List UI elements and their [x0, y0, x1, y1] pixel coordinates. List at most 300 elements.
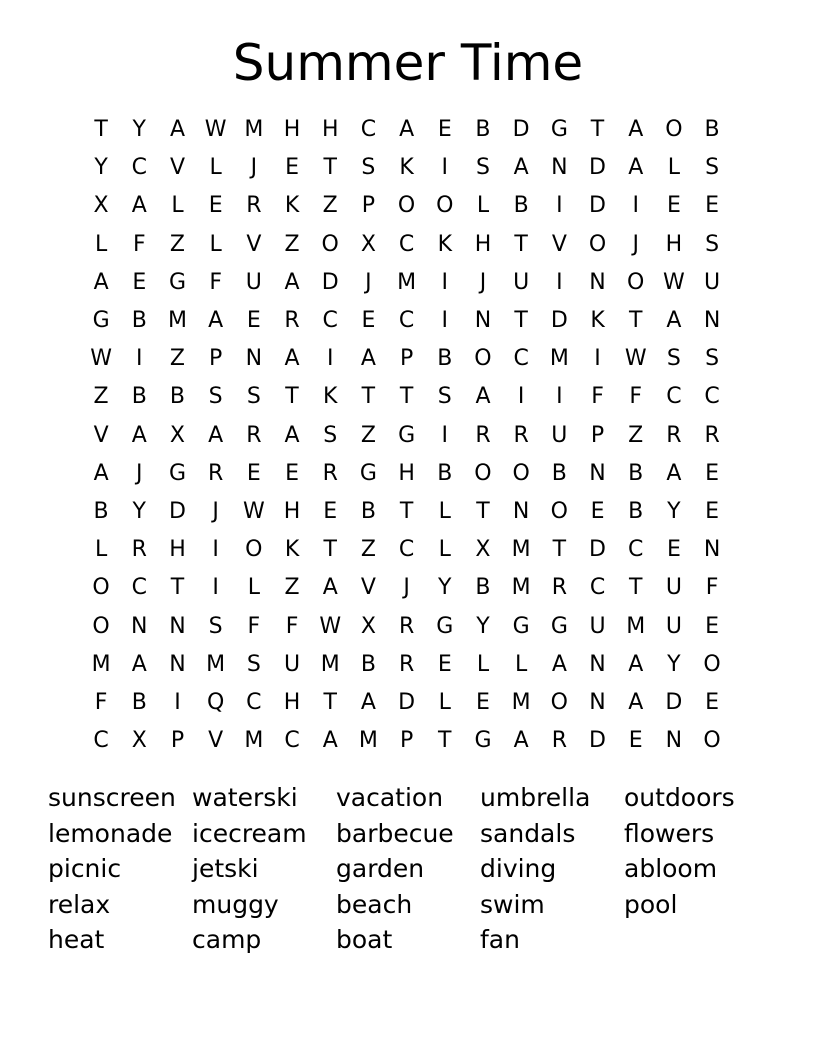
grid-letter: T — [323, 537, 337, 563]
grid-letter: I — [517, 384, 525, 410]
grid-letter: R — [513, 422, 529, 448]
grid-letter: U — [513, 269, 530, 295]
grid-letter: E — [285, 155, 299, 181]
grid-letter: A — [284, 422, 300, 448]
grid-letter: T — [323, 155, 337, 181]
grid-letter: A — [628, 155, 644, 181]
grid-letter: O — [321, 231, 339, 257]
grid-letter: A — [208, 308, 224, 334]
grid-letter: O — [512, 460, 530, 486]
grid-letter: F — [209, 269, 222, 295]
grid-letter: M — [358, 728, 378, 754]
grid-letter: V — [360, 575, 376, 601]
grid-row — [82, 722, 732, 760]
grid-letter: P — [590, 422, 605, 448]
grid-letter: N — [589, 269, 606, 295]
grid-letter: M — [397, 269, 417, 295]
grid-letter: P — [170, 728, 185, 754]
grid-letter: B — [513, 193, 529, 219]
grid-letter: E — [590, 498, 605, 524]
grid-letter: N — [665, 728, 683, 754]
grid-letter: N — [589, 689, 606, 715]
grid-letter: H — [665, 231, 683, 257]
grid-letter: J — [365, 269, 372, 295]
grid-letter: S — [705, 231, 720, 257]
grid-letter: Z — [284, 231, 300, 257]
grid-letter: A — [513, 728, 529, 754]
grid-letter: K — [437, 231, 452, 257]
grid-letter: E — [705, 498, 720, 524]
grid-letter: U — [551, 422, 568, 448]
grid-row — [82, 531, 732, 569]
grid-letter: E — [246, 460, 261, 486]
grid-letter: E — [323, 498, 338, 524]
grid-letter: T — [628, 575, 643, 601]
grid-letter: C — [322, 308, 338, 334]
grid-letter: R — [246, 422, 262, 448]
grid-letter: A — [360, 346, 376, 372]
grid-letter: R — [475, 422, 491, 448]
grid-letter: I — [632, 193, 639, 219]
grid-letter: D — [589, 728, 606, 754]
grid-letter: A — [399, 117, 415, 143]
grid-letter: I — [212, 537, 219, 563]
grid-letter: M — [320, 651, 340, 677]
grid-letter: G — [92, 308, 110, 334]
grid-letter: H — [283, 689, 301, 715]
grid-letter: E — [285, 460, 299, 486]
grid-letter: B — [475, 575, 491, 601]
grid-row — [82, 417, 732, 455]
grid-letter: B — [551, 460, 567, 486]
grid-letter: Y — [667, 651, 681, 677]
grid-letter: C — [246, 689, 262, 715]
grid-letter: W — [90, 346, 112, 372]
grid-letter: D — [589, 193, 606, 219]
grid-letter: D — [398, 689, 416, 715]
grid-letter: N — [703, 308, 721, 334]
grid-letter: V — [208, 728, 224, 754]
grid-letter: C — [398, 537, 415, 563]
grid-letter: B — [360, 498, 376, 524]
grid-letter: C — [628, 537, 644, 563]
grid-letter: N — [589, 460, 606, 486]
grid-letter: C — [131, 155, 147, 181]
grid-letter: O — [474, 460, 492, 486]
grid-letter: H — [398, 460, 415, 486]
grid-letter: V — [246, 231, 262, 257]
grid-letter: R — [246, 193, 262, 219]
grid-letter: C — [666, 384, 682, 410]
word-list-item: heat — [48, 925, 105, 954]
grid-letter: L — [209, 231, 222, 257]
grid-letter: B — [628, 498, 644, 524]
grid-letter: L — [209, 155, 222, 181]
grid-letter: O — [550, 498, 568, 524]
grid-letter: E — [705, 689, 720, 715]
grid-letter: E — [666, 537, 681, 563]
grid-letter: C — [284, 728, 300, 754]
grid-letter: B — [131, 308, 147, 334]
grid-letter: D — [321, 269, 339, 295]
grid-letter: A — [284, 269, 300, 295]
grid-letter: S — [208, 613, 223, 639]
grid-letter: E — [666, 193, 681, 219]
grid-letter: C — [398, 308, 415, 334]
grid-letter: M — [244, 117, 264, 143]
grid-letter: F — [247, 613, 261, 639]
word-list-item: picnic — [48, 854, 122, 883]
grid-letter: B — [437, 346, 453, 372]
grid-letter: K — [399, 155, 414, 181]
grid-letter: W — [663, 269, 685, 295]
grid-letter: R — [398, 613, 415, 639]
grid-letter: W — [204, 117, 227, 143]
word-list-item: barbecue — [336, 818, 454, 848]
grid-letter: I — [136, 346, 143, 372]
grid-row — [82, 684, 732, 722]
grid-letter: R — [208, 460, 224, 486]
grid-letter: A — [93, 460, 109, 486]
grid-letter: C — [360, 117, 377, 143]
grid-letter: J — [136, 460, 143, 486]
grid-row — [82, 607, 732, 645]
grid-letter: B — [169, 384, 186, 410]
word-list-item: fan — [480, 925, 520, 954]
word-list-item: swim — [480, 889, 545, 919]
grid-letter: U — [245, 269, 262, 295]
grid-letter: N — [474, 308, 492, 334]
grid-letter: R — [398, 651, 415, 677]
grid-row — [82, 264, 732, 302]
grid-letter: X — [360, 231, 376, 257]
grid-row — [82, 340, 732, 378]
grid-letter: D — [168, 498, 186, 524]
grid-letter: K — [323, 384, 338, 410]
grid-letter: A — [208, 422, 224, 448]
grid-letter: M — [244, 728, 264, 754]
grid-letter: B — [475, 117, 491, 143]
grid-letter: S — [246, 651, 261, 677]
grid-letter: R — [551, 575, 567, 601]
grid-letter: T — [552, 537, 567, 563]
word-list-item: outdoors — [624, 783, 735, 812]
grid-letter: E — [705, 613, 720, 639]
grid-letter: P — [399, 346, 414, 372]
grid-letter: C — [704, 384, 720, 410]
grid-letter: X — [93, 193, 109, 219]
grid-letter: Q — [206, 689, 225, 715]
grid-letter: E — [628, 728, 643, 754]
grid-letter: N — [169, 613, 186, 639]
grid-letter: Y — [667, 498, 681, 524]
grid-letter: A — [628, 689, 644, 715]
word-list-item: sunscreen — [48, 783, 176, 812]
word-list-item: beach — [336, 889, 413, 919]
grid-letter: Z — [169, 346, 185, 372]
grid-letter: V — [551, 231, 567, 257]
word-list-item: relax — [48, 889, 111, 919]
grid-letter: K — [590, 308, 605, 334]
grid-letter: D — [665, 689, 683, 715]
grid-row — [82, 378, 732, 416]
grid-letter: P — [399, 728, 414, 754]
grid-letter: Z — [360, 537, 376, 563]
grid-letter: L — [476, 193, 490, 219]
grid-letter: U — [589, 613, 606, 639]
grid-letter: O — [397, 193, 416, 219]
grid-letter: T — [514, 231, 528, 257]
word-list — [48, 780, 768, 958]
grid-letter: Z — [360, 422, 376, 448]
grid-letter: W — [624, 346, 647, 372]
grid-letter: O — [550, 689, 568, 715]
grid-letter: S — [323, 422, 338, 448]
grid-letter: Y — [94, 155, 108, 181]
grid-letter: L — [438, 498, 451, 524]
grid-row — [82, 302, 732, 340]
grid-letter: H — [283, 117, 301, 143]
grid-letter: S — [246, 384, 261, 410]
word-list-item: diving — [480, 854, 557, 883]
grid-letter: L — [438, 689, 451, 715]
grid-letter: E — [476, 689, 490, 715]
grid-letter: V — [93, 422, 109, 448]
grid-letter: L — [94, 231, 108, 257]
grid-letter: S — [208, 384, 223, 410]
grid-letter: L — [515, 651, 528, 677]
grid-letter: V — [169, 155, 185, 181]
grid-letter: Y — [476, 613, 490, 639]
grid-letter: G — [168, 460, 186, 486]
grid-letter: I — [556, 384, 563, 410]
page-title: Summer Time — [232, 34, 584, 92]
word-list-item: vacation — [336, 783, 444, 812]
grid-letter: G — [474, 728, 492, 754]
grid-letter: Z — [93, 384, 109, 410]
grid-letter: H — [474, 231, 492, 257]
grid-letter: A — [131, 651, 147, 677]
grid-letter: C — [398, 231, 415, 257]
grid-letter: J — [250, 155, 258, 181]
word-list-item: camp — [192, 925, 262, 954]
word-list-item: waterski — [192, 783, 298, 812]
grid-letter: Y — [132, 498, 146, 524]
word-search-grid — [82, 111, 732, 760]
grid-letter: K — [284, 537, 300, 563]
grid-letter: O — [703, 728, 721, 754]
grid-letter: A — [475, 384, 491, 410]
grid-letter: E — [208, 193, 223, 219]
grid-letter: I — [441, 269, 449, 295]
grid-letter: O — [588, 231, 607, 257]
grid-letter: M — [91, 651, 111, 677]
grid-row — [82, 111, 732, 149]
word-list-item: lemonade — [48, 818, 173, 848]
grid-letter: M — [511, 537, 531, 563]
grid-letter: F — [94, 689, 108, 715]
grid-letter: B — [704, 117, 720, 143]
grid-letter: R — [551, 728, 567, 754]
grid-letter: W — [242, 498, 265, 524]
grid-letter: A — [322, 728, 338, 754]
grid-letter: I — [212, 575, 219, 601]
grid-letter: E — [246, 308, 261, 334]
word-list-item: abloom — [624, 854, 718, 883]
grid-letter: L — [171, 193, 184, 219]
grid-letter: A — [551, 651, 567, 677]
grid-letter: A — [513, 155, 529, 181]
grid-letter: D — [512, 117, 530, 143]
grid-letter: N — [703, 537, 721, 563]
grid-letter: L — [476, 651, 490, 677]
grid-letter: P — [209, 346, 223, 372]
grid-letter: M — [206, 651, 226, 677]
grid-letter: H — [169, 537, 186, 563]
word-list-item: icecream — [192, 818, 307, 848]
grid-row — [82, 455, 732, 493]
grid-letter: C — [513, 346, 529, 372]
grid-letter: S — [437, 384, 452, 410]
grid-letter: S — [475, 155, 490, 181]
grid-letter: S — [705, 155, 720, 181]
grid-letter: N — [551, 155, 568, 181]
grid-letter: M — [549, 346, 569, 372]
word-list-item: pool — [624, 889, 678, 919]
grid-letter: B — [93, 498, 109, 524]
grid-letter: E — [437, 117, 452, 143]
grid-letter: U — [704, 269, 721, 295]
grid-letter: I — [556, 269, 563, 295]
grid-row — [82, 646, 732, 684]
grid-row — [82, 149, 732, 187]
grid-letter: A — [666, 460, 682, 486]
grid-letter: G — [359, 460, 377, 486]
grid-letter: J — [403, 575, 410, 601]
grid-letter: M — [511, 575, 531, 601]
grid-letter: E — [437, 651, 452, 677]
grid-letter: A — [628, 117, 644, 143]
grid-letter: A — [360, 689, 376, 715]
grid-letter: T — [170, 575, 185, 601]
grid-letter: G — [550, 117, 568, 143]
grid-letter: N — [589, 651, 606, 677]
grid-letter: R — [322, 460, 338, 486]
grid-letter: O — [92, 613, 110, 639]
grid-letter: N — [245, 346, 263, 372]
grid-row — [82, 569, 732, 607]
grid-letter: G — [512, 613, 530, 639]
grid-letter: O — [92, 575, 110, 601]
grid-letter: S — [361, 155, 376, 181]
grid-letter: Y — [438, 575, 452, 601]
grid-letter: A — [628, 651, 644, 677]
grid-letter: M — [167, 308, 187, 334]
grid-letter: B — [131, 689, 147, 715]
grid-letter: B — [360, 651, 376, 677]
grid-letter: I — [556, 193, 563, 219]
grid-letter: S — [666, 346, 681, 372]
grid-letter: E — [132, 269, 147, 295]
grid-letter: F — [705, 575, 719, 601]
grid-letter: G — [550, 613, 568, 639]
grid-letter: K — [284, 193, 300, 219]
grid-letter: D — [589, 537, 606, 563]
grid-letter: A — [284, 346, 300, 372]
grid-letter: X — [360, 613, 376, 639]
grid-letter: Z — [284, 575, 300, 601]
grid-letter: G — [168, 269, 186, 295]
grid-letter: L — [438, 537, 451, 563]
grid-letter: F — [132, 231, 146, 257]
grid-letter: F — [285, 613, 299, 639]
grid-letter: F — [629, 384, 643, 410]
grid-letter: A — [322, 575, 338, 601]
grid-row — [82, 493, 732, 531]
grid-letter: U — [665, 613, 682, 639]
grid-letter: N — [512, 498, 530, 524]
grid-letter: A — [131, 422, 147, 448]
grid-letter: R — [131, 537, 147, 563]
grid-letter: O — [627, 269, 645, 295]
grid-letter: R — [284, 308, 300, 334]
grid-letter: P — [361, 193, 376, 219]
grid-letter: I — [441, 155, 449, 181]
grid-letter: F — [591, 384, 604, 410]
grid-letter: A — [131, 193, 147, 219]
grid-letter: G — [398, 422, 416, 448]
grid-letter: I — [441, 308, 449, 334]
grid-letter: T — [590, 117, 605, 143]
grid-letter: J — [632, 231, 639, 257]
grid-letter: J — [479, 269, 487, 295]
grid-letter: Z — [322, 193, 338, 219]
grid-letter: Y — [132, 117, 146, 143]
grid-letter: E — [705, 193, 720, 219]
word-list-item: umbrella — [480, 783, 591, 812]
grid-letter: T — [399, 384, 414, 410]
grid-letter: T — [323, 689, 337, 715]
word-list-item: garden — [336, 854, 425, 883]
grid-letter: T — [285, 384, 299, 410]
grid-letter: X — [169, 422, 185, 448]
grid-letter: U — [665, 575, 682, 601]
grid-letter: Z — [628, 422, 644, 448]
word-list-item: sandals — [480, 818, 576, 848]
grid-letter: N — [131, 613, 148, 639]
grid-letter: B — [628, 460, 644, 486]
grid-letter: O — [474, 346, 492, 372]
grid-letter: C — [93, 728, 109, 754]
grid-letter: I — [441, 422, 449, 448]
grid-letter: T — [476, 498, 490, 524]
grid-letter: E — [361, 308, 376, 334]
grid-letter: O — [245, 537, 263, 563]
grid-letter: J — [212, 498, 219, 524]
word-list-item: flowers — [624, 818, 715, 848]
grid-letter: A — [666, 308, 682, 334]
grid-letter: C — [131, 575, 147, 601]
word-list-item: jetski — [192, 854, 259, 883]
grid-letter: I — [326, 346, 334, 372]
word-list-item: boat — [336, 925, 393, 954]
grid-letter: S — [705, 346, 720, 372]
grid-letter: W — [319, 613, 342, 639]
grid-letter: B — [437, 460, 453, 486]
grid-letter: O — [436, 193, 454, 219]
grid-letter: T — [438, 728, 452, 754]
grid-letter: I — [174, 689, 181, 715]
